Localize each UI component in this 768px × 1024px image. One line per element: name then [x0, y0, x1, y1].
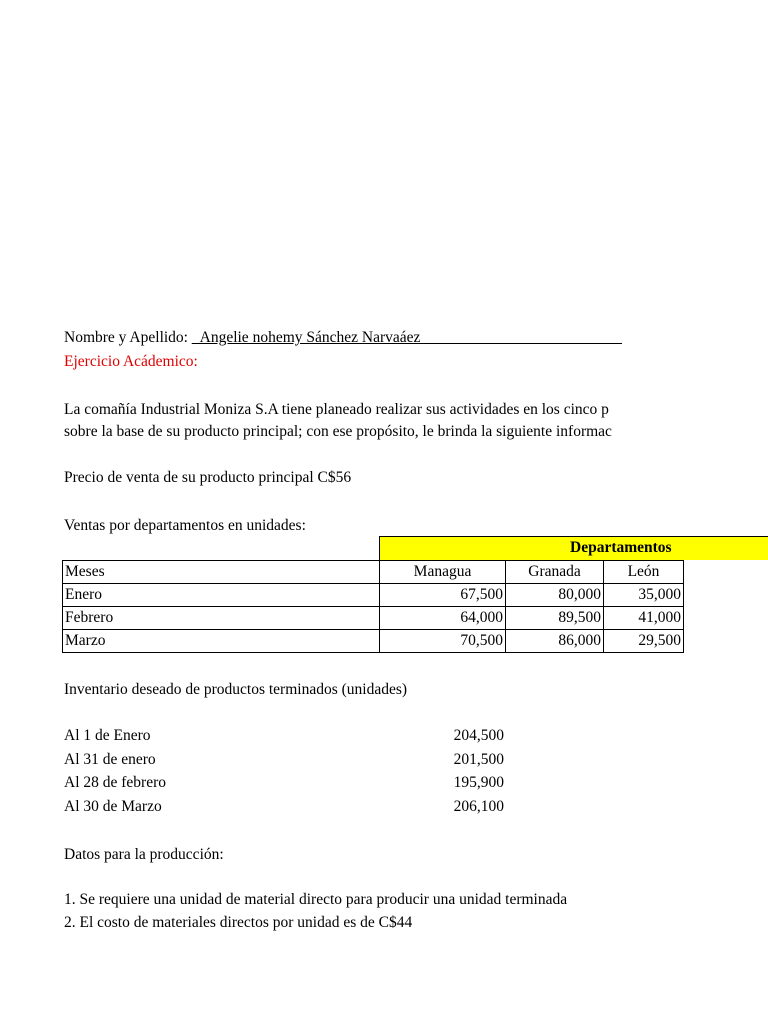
production-item: 1. Se requiere una unidad de material directo para producir una unidad terminada [64, 891, 568, 908]
month-cell: Marzo [63, 630, 380, 653]
intro-line-2: sobre la base de su producto principal; con ese propósito, le brinda la siguiente informac [64, 423, 612, 440]
table-row [63, 607, 684, 630]
leon-cell: 35,000 [604, 584, 684, 607]
departments-label: Departamentos [570, 539, 672, 556]
month-cell: Enero [63, 584, 380, 607]
col-header-leon: León [604, 561, 684, 584]
col-header-granada: Granada [506, 561, 604, 584]
month-cell: Febrero [63, 607, 380, 630]
leon-cell: 29,500 [604, 630, 684, 653]
sales-table [62, 560, 684, 653]
production-heading: Datos para la producción: [64, 846, 224, 863]
managua-cell: 70,500 [380, 630, 506, 653]
granada-cell: 89,500 [506, 607, 604, 630]
departments-header [379, 536, 768, 560]
inventory-label: Al 30 de Marzo [64, 798, 162, 815]
inventory-value: 195,900 [453, 774, 504, 791]
table-header-row [63, 561, 684, 584]
granada-cell: 86,000 [506, 630, 604, 653]
exercise-title: Ejercicio Acádemico: [64, 353, 198, 370]
inventory-value: 201,500 [453, 751, 504, 768]
col-header-managua: Managua [380, 561, 506, 584]
price-line: Precio de venta de su producto principal C$56 [64, 469, 352, 486]
inventory-heading: Inventario deseado de productos terminados (unidades) [64, 681, 408, 698]
managua-cell: 67,500 [380, 584, 506, 607]
intro-line-1: La comañía Industrial Moniza S.A tiene planeado realizar sus actividades en los cinco p [64, 401, 609, 418]
production-item: 2. El costo de materiales directos por unidad es de C$44 [64, 914, 413, 931]
table-row [63, 584, 684, 607]
inventory-label: Al 1 de Enero [64, 727, 151, 744]
table-row [63, 630, 684, 653]
col-header-meses: Meses [63, 561, 380, 584]
managua-cell: 64,000 [380, 607, 506, 630]
sales-heading: Ventas por departamentos en unidades: [64, 517, 306, 534]
inventory-value: 206,100 [453, 798, 504, 815]
name-value: _Angelie nohemy Sánchez Narvaáez__________________________ [191, 329, 622, 346]
name-row [64, 328, 622, 348]
leon-cell: 41,000 [604, 607, 684, 630]
name-label: Nombre y Apellido: [64, 329, 188, 346]
inventory-value: 204,500 [453, 727, 504, 744]
granada-cell: 80,000 [506, 584, 604, 607]
inventory-label: Al 28 de febrero [64, 774, 166, 791]
inventory-label: Al 31 de enero [64, 751, 156, 768]
